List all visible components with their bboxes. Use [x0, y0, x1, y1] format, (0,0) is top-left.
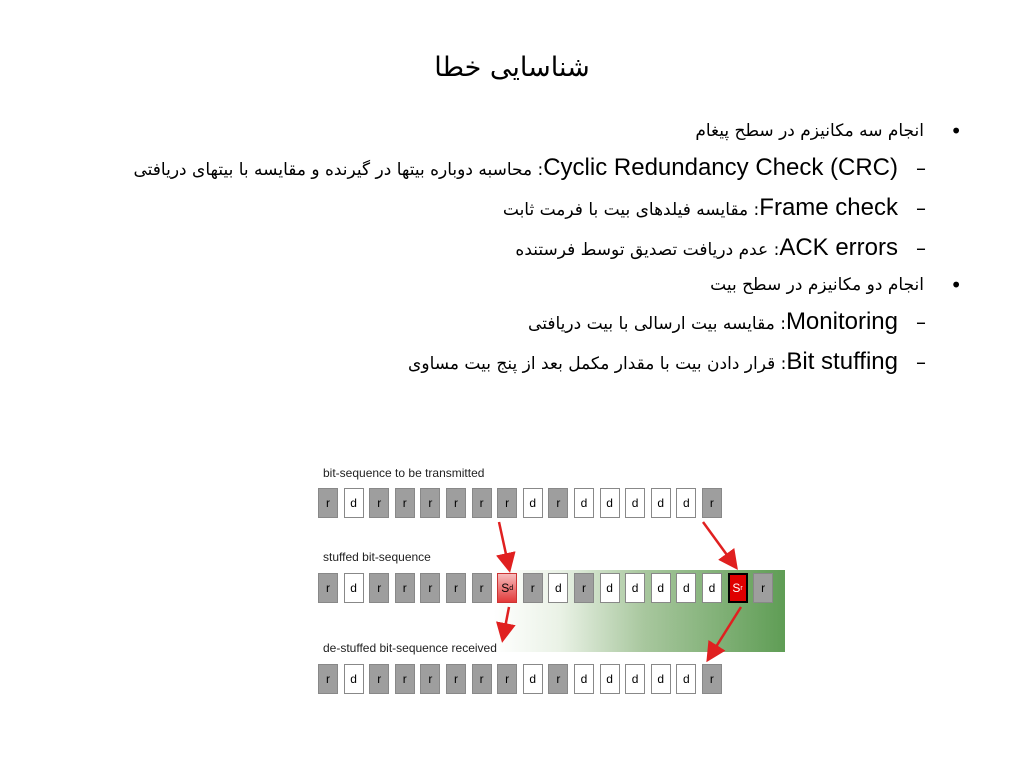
bit-cell-recessive: r	[446, 573, 466, 603]
bit-cell-dominant: d	[523, 488, 543, 518]
sub-item-frame-check	[62, 192, 962, 226]
bit-cell-dominant: d	[676, 573, 696, 603]
bit-cell-recessive: r	[753, 573, 773, 603]
bit-cell-dominant: d	[676, 664, 696, 694]
bit-cell-recessive: r	[702, 664, 722, 694]
bullet-message-level	[62, 118, 962, 144]
term-desc: : مقایسه بیت ارسالی با بیت دریافتی	[528, 314, 786, 334]
arrow-destuff-sr	[709, 607, 741, 658]
slide-title: شناسایی خطا	[434, 52, 590, 83]
label-destuffed: de-stuffed bit-sequence received	[323, 641, 497, 655]
bit-cell-recessive: r	[446, 664, 466, 694]
stuff-bit-sd: S d	[497, 573, 517, 603]
bullet-bit-level	[62, 272, 962, 298]
bit-cell-dominant: d	[574, 664, 594, 694]
bit-cell-recessive: r	[395, 488, 415, 518]
bit-cell-recessive: r	[548, 488, 568, 518]
bit-cell-dominant: d	[625, 488, 645, 518]
term-desc: : محاسبه دوباره بیتها در گیرنده و مقایسه با بیتهای دریافتی	[133, 160, 544, 180]
bit-cell-recessive: r	[318, 664, 338, 694]
stuff-bit-sr: S r	[728, 573, 748, 603]
dash-marker: –	[916, 156, 926, 180]
bit-cell-recessive: r	[318, 488, 338, 518]
bit-cell-dominant: d	[702, 573, 722, 603]
term-en: Monitoring	[785, 308, 898, 335]
label-transmitted: bit-sequence to be transmitted	[323, 466, 485, 480]
arrow-destuff-sd	[503, 607, 509, 638]
dash-marker: –	[916, 236, 926, 260]
bit-cell-recessive: r	[497, 488, 517, 518]
bullet-list	[62, 118, 962, 386]
bit-cell-recessive: r	[702, 488, 722, 518]
bullet-dot: •	[950, 119, 962, 143]
bit-cell-dominant: d	[676, 488, 696, 518]
dash-marker: –	[916, 196, 926, 220]
dash-marker: –	[916, 350, 926, 374]
term-en: Cyclic Redundancy Check (CRC)	[543, 154, 898, 181]
term-desc: : قرار دادن بیت با مقدار مکمل بعد از پنج بیت مساوی	[408, 354, 787, 374]
bit-cell-recessive: r	[420, 573, 440, 603]
sub-item-crc	[62, 152, 962, 186]
arrow-stuff-sr	[703, 522, 735, 566]
sub-item-monitoring	[62, 306, 962, 340]
bit-cell-dominant: d	[600, 488, 620, 518]
dash-marker: –	[916, 310, 926, 334]
bit-cell-recessive: r	[472, 488, 492, 518]
bit-cell-recessive: r	[369, 664, 389, 694]
term-en: Bit stuffing	[786, 348, 898, 375]
label-stuffed: stuffed bit-sequence	[323, 550, 431, 564]
bit-cell-recessive: r	[369, 488, 389, 518]
bit-cell-dominant: d	[344, 488, 364, 518]
bit-cell-recessive: r	[395, 573, 415, 603]
bit-cell-dominant: d	[651, 573, 671, 603]
term-en: Frame check	[759, 194, 898, 221]
bit-cell-recessive: r	[420, 664, 440, 694]
sub-item-bit-stuffing	[62, 346, 962, 380]
bit-cell-dominant: d	[548, 573, 568, 603]
bit-stuffing-figure	[315, 462, 785, 708]
stuffing-arrows	[315, 462, 785, 708]
bit-cell-recessive: r	[369, 573, 389, 603]
bit-cell-recessive: r	[523, 573, 543, 603]
bit-cell-dominant: d	[625, 573, 645, 603]
term-desc: : عدم دریافت تصدیق توسط فرستنده	[515, 240, 780, 260]
term-desc: : مقایسه فیلدهای بیت با فرمت ثابت	[502, 200, 760, 220]
bit-cell-dominant: d	[651, 488, 671, 518]
bit-cell-recessive: r	[472, 664, 492, 694]
bit-cell-dominant: d	[600, 573, 620, 603]
bit-cell-recessive: r	[420, 488, 440, 518]
bit-cell-recessive: r	[446, 488, 466, 518]
bullet-text: انجام سه مکانیزم در سطح پیغام	[695, 121, 924, 141]
sub-item-ack-errors	[62, 232, 962, 266]
bit-cell-dominant: d	[574, 488, 594, 518]
bit-cell-recessive: r	[497, 664, 517, 694]
bit-cell-dominant: d	[625, 664, 645, 694]
bit-cell-dominant: d	[523, 664, 543, 694]
bit-cell-recessive: r	[395, 664, 415, 694]
bit-cell-recessive: r	[472, 573, 492, 603]
bullet-text: انجام دو مکانیزم در سطح بیت	[710, 275, 924, 295]
bit-cell-dominant: d	[344, 573, 364, 603]
bit-cell-recessive: r	[548, 664, 568, 694]
bit-cell-recessive: r	[318, 573, 338, 603]
bit-cell-dominant: d	[600, 664, 620, 694]
bit-cell-dominant: d	[344, 664, 364, 694]
term-en: ACK errors	[779, 234, 898, 261]
bullet-dot: •	[950, 273, 962, 297]
bit-cell-recessive: r	[574, 573, 594, 603]
arrow-stuff-sd	[499, 522, 509, 568]
bit-cell-dominant: d	[651, 664, 671, 694]
